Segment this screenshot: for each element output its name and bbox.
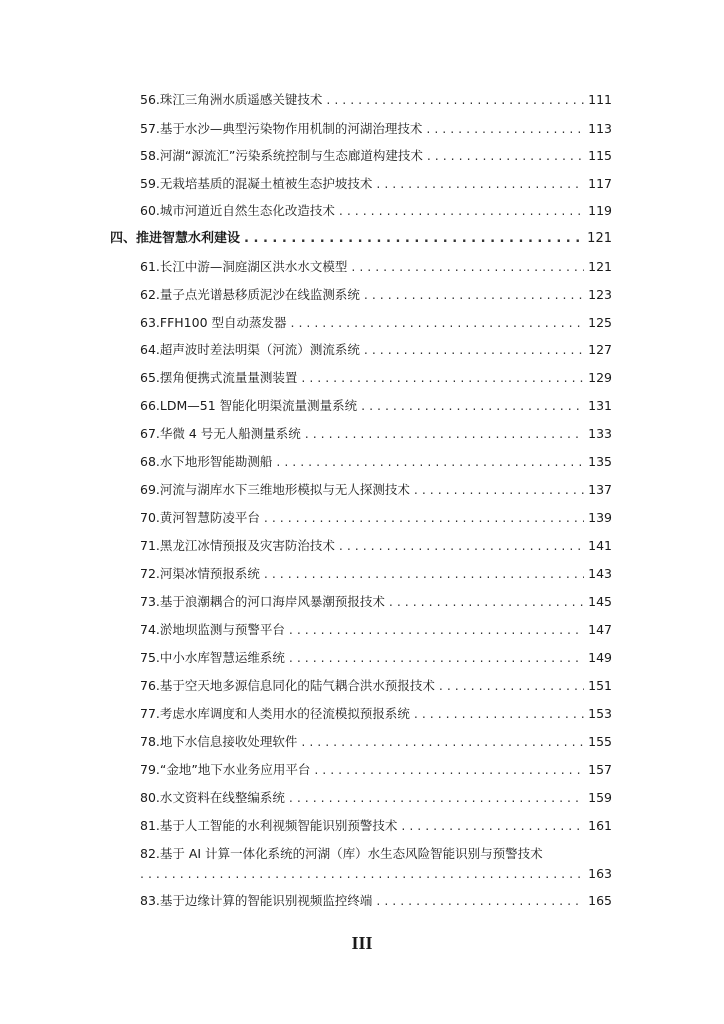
dot-leader bbox=[364, 342, 584, 358]
toc-entry-title: 71.黑龙江冰情预报及灾害防治技术 bbox=[140, 538, 335, 553]
dot-leader bbox=[264, 566, 584, 582]
toc-entry[interactable] bbox=[140, 678, 612, 694]
dot-leader bbox=[339, 538, 584, 554]
toc-entry-page: 115 bbox=[588, 148, 612, 163]
toc-entry[interactable] bbox=[140, 510, 612, 526]
toc-entry[interactable] bbox=[140, 454, 612, 470]
toc-entry-title: 83.基于边缘计算的智能识别视频监控终端 bbox=[140, 893, 373, 908]
toc-entry[interactable] bbox=[140, 203, 612, 219]
toc-entry[interactable] bbox=[140, 762, 612, 778]
toc-entry-page: 157 bbox=[588, 762, 612, 777]
toc-entry-page: 139 bbox=[588, 510, 612, 525]
toc-entry-page: 131 bbox=[588, 398, 612, 413]
toc-entry-title: 75.中小水库智慧运维系统 bbox=[140, 650, 285, 665]
dot-leader bbox=[364, 287, 584, 303]
dot-leader bbox=[414, 706, 584, 722]
toc-entry-page: 119 bbox=[588, 203, 612, 218]
toc-entry[interactable] bbox=[140, 482, 612, 498]
toc-entry-page: 143 bbox=[588, 566, 612, 581]
toc-entry-page: 163 bbox=[588, 866, 612, 881]
toc-entry-page: 133 bbox=[588, 426, 612, 441]
dot-leader bbox=[439, 678, 584, 694]
dot-leader bbox=[289, 622, 584, 638]
toc-entry[interactable] bbox=[140, 315, 612, 331]
dot-leader bbox=[401, 818, 584, 834]
toc-entry-page: 129 bbox=[588, 370, 612, 385]
dot-leader bbox=[291, 315, 585, 331]
toc-entry[interactable] bbox=[140, 594, 612, 610]
toc-entry[interactable] bbox=[140, 121, 612, 137]
toc-entry-page: 145 bbox=[588, 594, 612, 609]
toc-entry[interactable] bbox=[140, 650, 612, 666]
toc-entry-title: 66.LDM—51 智能化明渠流量测量系统 bbox=[140, 398, 358, 413]
dot-leader bbox=[376, 176, 584, 192]
toc-entry-title: 67.华微 4 号无人船测量系统 bbox=[140, 426, 301, 441]
toc-entry-page: 121 bbox=[588, 259, 612, 274]
toc-entry[interactable] bbox=[140, 426, 612, 442]
toc-entry[interactable] bbox=[140, 259, 612, 275]
dot-leader bbox=[326, 92, 584, 108]
dot-leader bbox=[427, 148, 584, 164]
toc-section-title: 四、推进智慧水利建设 bbox=[110, 231, 241, 246]
toc-entry-title: 63.FFH100 型自动蒸发器 bbox=[140, 315, 287, 330]
toc-entry-page: 147 bbox=[588, 622, 612, 637]
toc-entry-page: 125 bbox=[588, 315, 612, 330]
toc-entry-title: 56.珠江三角洲水质遥感关键技术 bbox=[140, 92, 323, 107]
toc-entry-title: 58.河湖“源流汇”污染系统控制与生态廊道构建技术 bbox=[140, 148, 423, 163]
dot-leader bbox=[389, 594, 584, 610]
dot-leader bbox=[351, 259, 584, 275]
dot-leader bbox=[244, 231, 583, 247]
dot-leader bbox=[314, 762, 584, 778]
toc-entry[interactable] bbox=[140, 622, 612, 638]
toc-entry-title[interactable]: 82.基于 AI 计算一体化系统的河湖（库）水生态风险智能识别与预警技术 bbox=[140, 846, 543, 861]
toc-entry-title: 68.水下地形智能勘测船 bbox=[140, 454, 273, 469]
dot-leader bbox=[301, 370, 584, 386]
toc-entry-page: 161 bbox=[588, 818, 612, 833]
toc-entry[interactable] bbox=[140, 790, 612, 806]
dot-leader bbox=[339, 203, 584, 219]
toc-entry[interactable] bbox=[140, 398, 612, 414]
toc-entry[interactable] bbox=[140, 818, 612, 834]
dot-leader bbox=[140, 866, 584, 882]
dot-leader bbox=[264, 510, 584, 526]
dot-leader bbox=[289, 790, 584, 806]
toc-entry-page: 127 bbox=[588, 342, 612, 357]
toc-entry-page: 121 bbox=[587, 231, 612, 246]
toc-entry[interactable] bbox=[140, 342, 612, 358]
dot-leader bbox=[361, 398, 584, 414]
toc-entry-title: 61.长江中游—洞庭湖区洪水水文模型 bbox=[140, 259, 348, 274]
toc-entry-title: 81.基于人工智能的水利视频智能识别预警技术 bbox=[140, 818, 398, 833]
toc-entry[interactable] bbox=[140, 538, 612, 554]
toc-entry-page: 117 bbox=[588, 176, 612, 191]
dot-leader bbox=[301, 734, 584, 750]
toc-entry-title: 69.河流与湖库水下三维地形模拟与无人探测技术 bbox=[140, 482, 410, 497]
dot-leader bbox=[289, 650, 584, 666]
toc-entry-title: 64.超声波时差法明渠（河流）测流系统 bbox=[140, 342, 360, 357]
toc-entry-title: 57.基于水沙—典型污染物作用机制的河湖治理技术 bbox=[140, 121, 423, 136]
toc-entry-title: 74.淤地坝监测与预警平台 bbox=[140, 622, 285, 637]
toc-entry-title: 78.地下水信息接收处理软件 bbox=[140, 734, 298, 749]
toc-entry[interactable] bbox=[140, 92, 612, 108]
toc-entry-title: 70.黄河智慧防凌平台 bbox=[140, 510, 260, 525]
dot-leader bbox=[305, 426, 584, 442]
toc-entry[interactable] bbox=[140, 176, 612, 192]
toc-entry[interactable] bbox=[140, 706, 612, 722]
toc-entry-title: 59.无栽培基质的混凝土植被生态护坡技术 bbox=[140, 176, 373, 191]
toc-entry[interactable] bbox=[140, 148, 612, 164]
toc-entry-page: 135 bbox=[588, 454, 612, 469]
toc-entry-page: 111 bbox=[588, 92, 612, 107]
toc-entry-page: 141 bbox=[588, 538, 612, 553]
toc-entry-page: 113 bbox=[588, 121, 612, 136]
toc-entry-page: 137 bbox=[588, 482, 612, 497]
toc-entry-title: 76.基于空天地多源信息同化的陆气耦合洪水预报技术 bbox=[140, 678, 435, 693]
toc-entry[interactable] bbox=[140, 734, 612, 750]
dot-leader bbox=[426, 121, 584, 137]
toc-entry-continuation[interactable] bbox=[140, 866, 612, 882]
dot-leader bbox=[376, 893, 584, 909]
toc-entry[interactable] bbox=[140, 370, 612, 386]
toc-entry-title: 80.水文资料在线整编系统 bbox=[140, 790, 285, 805]
toc-entry-page: 151 bbox=[588, 678, 612, 693]
toc-entry-title: 73.基于浪潮耦合的河口海岸风暴潮预报技术 bbox=[140, 594, 385, 609]
toc-entry-title: 72.河渠冰情预报系统 bbox=[140, 566, 260, 581]
toc-entry-page: 165 bbox=[588, 893, 612, 908]
toc-entry-title: 62.量子点光谱悬移质泥沙在线监测系统 bbox=[140, 287, 360, 302]
toc-entry[interactable] bbox=[140, 287, 612, 303]
toc-entry-page: 159 bbox=[588, 790, 612, 805]
toc-entry-page: 149 bbox=[588, 650, 612, 665]
toc-entry[interactable] bbox=[140, 893, 612, 909]
toc-entry-title: 77.考虑水库调度和人类用水的径流模拟预报系统 bbox=[140, 706, 410, 721]
toc-section-heading[interactable] bbox=[110, 231, 612, 247]
toc-entry-title: 65.摆角便携式流量量测装置 bbox=[140, 370, 298, 385]
toc-entry-title: 79.“金地”地下水业务应用平台 bbox=[140, 762, 311, 777]
toc-entry-page: 123 bbox=[588, 287, 612, 302]
toc-entry-page: 155 bbox=[588, 734, 612, 749]
dot-leader bbox=[414, 482, 584, 498]
toc-entry-page: 153 bbox=[588, 706, 612, 721]
dot-leader bbox=[276, 454, 584, 470]
page-number: III bbox=[351, 933, 373, 953]
toc-entry-title: 60.城市河道近自然生态化改造技术 bbox=[140, 203, 335, 218]
toc-entry[interactable] bbox=[140, 566, 612, 582]
